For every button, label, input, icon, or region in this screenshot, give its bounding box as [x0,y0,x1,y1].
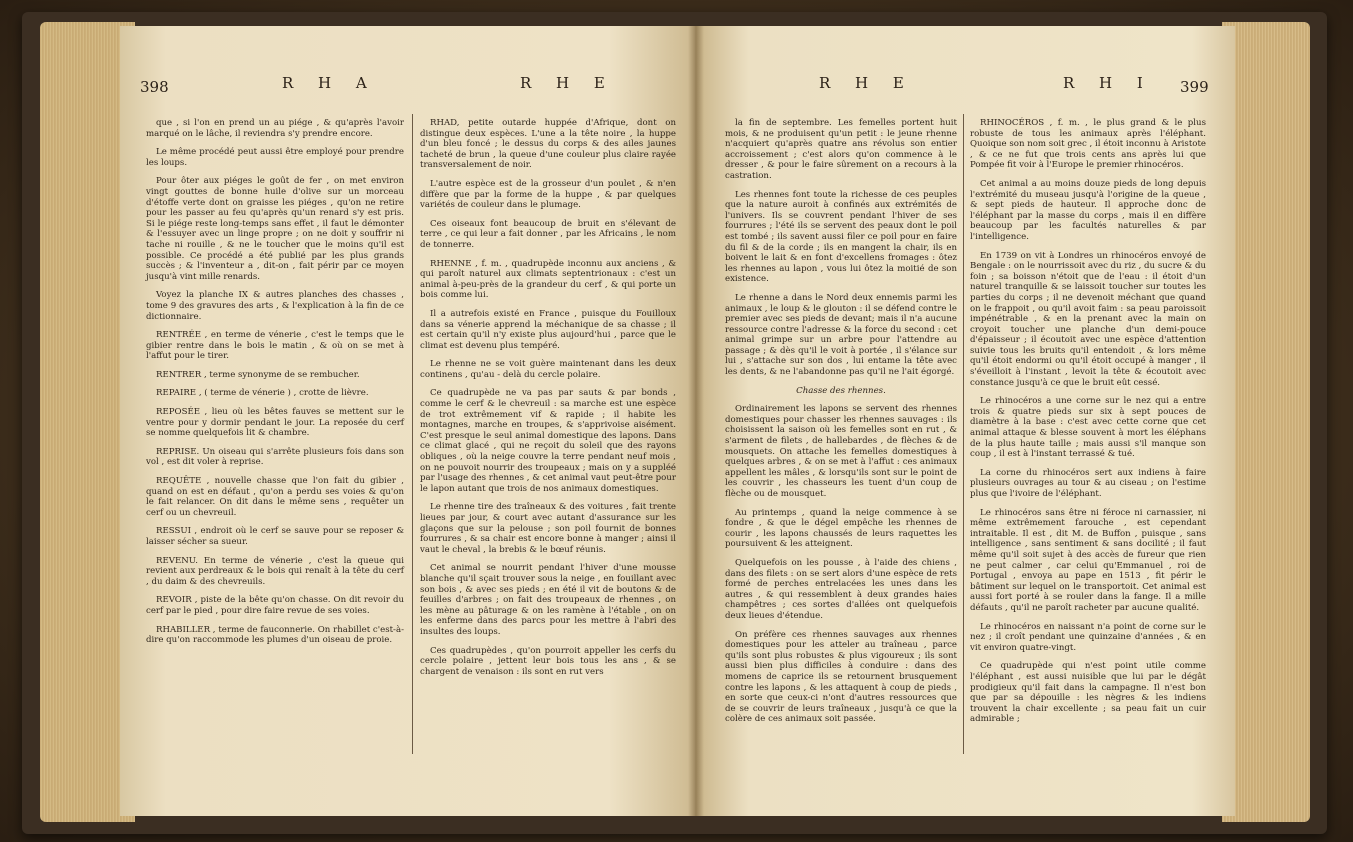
paragraph: Voyez la planche IX & autres planches des chasses , tome 9 des gravures des arts , & l'explication à la fin de ce dictionnaire. [146,290,404,322]
paragraph: Ce quadrupède qui n'est point utile comme l'éléphant , est aussi nuisible que lui par le dégât prodigieux qu'il fait dans la campagne. Il n'est bon que par sa dépouille : les nègres & les indiens trouvent la chair excellente ; sa peau fait un cuir admirable ; [970,661,1206,725]
paragraph: Le même procédé peut aussi être employé pour prendre les loups. [146,147,404,168]
paragraph: Ce quadrupède ne va pas par sauts & par bonds , comme le cerf & le chevreuil : sa marche est une espèce de trot extrêmement vif & rapide ; il habite les montagnes, marche en troupes, & s'apprivoise aisément. C'est presque le seul animal domestique des lapons. Dans ce climat glacé , qui ne reçoit du soleil que des rayons obliques , où la neige couvre la terre pendant neuf mois , on ne pouvoit nourrir des troupeaux ; mais on y a suppléé par l'usage des rhennes , & cet animal vaut peut-être pour le lapon autant que trois de nos animaux domestiques. [420,388,676,494]
paragraph: REVENU. En terme de vénerie , c'est la queue qui revient aux perdreaux & le bois qui renaît à la tête du cerf , du daim & des chevreuils. [146,555,404,587]
right-page-number: 399 [1180,78,1209,96]
paragraph: L'autre espèce est de la grosseur d'un poulet , & n'en diffère que par la forme de la huppe , & par quelques variétés de couleur dans le plumage. [420,178,676,211]
paragraph: REPRISE. Un oiseau qui s'arrête plusieurs fois dans son vol , est dit voler à reprise. [146,446,404,468]
paragraph: Cet animal se nourrit pendant l'hiver d'une mousse blanche qu'il sçait trouver sous la neige , en fouillant avec son bois , & avec ses pieds ; en été il vit de boutons & de feuilles d'arbres ; on fait des troupeaux de rhennes , on les mène au pâturage & on les ramène à l'étable , on on les enferme dans des parcs pour les mettre à l'abri des insultes des loups. [420,563,676,637]
paragraph: Ordinairement les lapons se servent des rhennes domestiques pour chasser les rhennes sauvages : ils choisissent la saison où les femelles sont en rut , & s'arment de filets , de hallebardes , de flèches & de mousquets. On attache les femelles domestiques à quelques arbres , & on se met à l'affut : ces animaux appellent les mâles , & lorsqu'ils sont sur le point de les couvrir , les chasseurs les tuent d'un coup de flèche ou de mousquet. [725,404,957,499]
paragraph: RHAD, petite outarde huppée d'Afrique, dont on distingue deux espèces. L'une a la tête noire , la huppe d'un bleu foncé ; le dessus du corps & des ailes jaunes tacheté de brun , la queue d'une couleur plus claire rayée transversalement de noir. [420,118,676,171]
paragraph: Les rhennes font toute la richesse de ces peuples que la nature auroit à confinés aux extrémités de l'univers. Ils se couvrent pendant l'hiver de ses fourrures ; l'été ils se servent des peaux dont le poil est tombé ; ils savent aussi filer ce poil pour en faire du fil & de la corde ; ils en mangent la chair, ils en boivent le lait & en font d'excellens fromages : ôtez les rhennes au lapon , vous lui ôtez la moitié de son existence. [725,189,957,285]
paragraph: En 1739 on vit à Londres un rhinocéros envoyé de Bengale : on le nourrissoit avec du riz , du sucre & du foin ; sa boisson n'étoit que de l'eau : il étoit d'un naturel tranquille & se laissoit toucher sur toutes les parties du corps ; il ne devenoit méchant que quand on le frappoit , ou qu'il avoit faim : sa peau paroissoit impénétrable , & en la prenant avec la main on croyoit toucher une planche d'un demi-pouce d'épaisseur ; il écoutoit avec une espèce d'attention suivie tous les bruits qu'il entendoit , & lors même qu'il étoit endormi ou qu'il étoit occupé à manger , il s'éveilloit à l'instant , levoit la tête & écoutoit avec constance jusqu'à ce que le bruit eût cessé. [970,250,1206,388]
paragraph: RHABILLER , terme de fauconnerie. On rhabillet c'est-à-dire qu'on raccommode les plumes d'un oiseau de proie. [146,624,404,646]
paragraph: Chasse des rhennes. [796,385,886,396]
paragraph: la fin de septembre. Les femelles portent huit mois, & ne produisent qu'un petit : le jeune rhenne n'acquiert qu'après quatre ans révolus son entier accroissement ; c'est alors qu'on commence à le dresser , & pour le faire sûrement on a recours à la castration. [725,118,957,181]
paragraph: REPOSÉE , lieu où les bêtes fauves se mettent sur le ventre pour y dormir pendant le jour. La reposée du cerf se nomme quelquefois lit & chambre. [146,407,404,439]
paragraph: Au printemps , quand la neige commence à se fondre , & que le dégel empêche les rhennes de courir , les lapons chaussés de leurs raquettes les poursuivent & les atteignent. [725,507,957,550]
paragraph: Le rhenne a dans le Nord deux ennemis parmi les animaux , le loup & le glouton : il se défend contre le premier avec ses pieds de devant; mais il n'a aucune ressource contre l'adresse & la force du second : cet animal grimpe sur un arbre pour l'attendre au passage ; & dès qu'il le voit à portée , il s'élance sur lui , s'attache sur son dos , lui entame la tête avec les dents, & ne l'abandonne pas qu'il ne l'ait égorgé. [725,292,957,378]
left-header-right: R H E [520,74,615,92]
page-edges-right [1222,22,1310,822]
paragraph: On préfère ces rhennes sauvages aux rhennes domestiques pour les atteler au traîneau , parce qu'ils sont plus robustes & plus vigoureux ; ils sont aussi bien plus difficiles à conduire : dans des momens de caprice ils se retournent brusquement contre les lapons , & les attaquent à coup de pieds , en sorte que ceux-ci n'ont d'autres ressources que de se couvrir de leurs traîneaux , jusqu'à ce que la colère de ces animaux soit passée. [725,629,957,725]
paragraph: Quelquefois on les pousse , à l'aide des chiens , dans des filets : on se sert alors d'une espèce de rets formé de perches entrelacées les unes dans les autres , & qui ressemblent à deux grandes haies champêtres ; ces sortes d'allées ont quelquefois deux lieues d'étendue. [725,557,957,621]
column-rule [412,114,413,754]
paragraph: Le rhenne ne se voit guère maintenant dans les deux continens , qu'au - delà du cercle polaire. [420,359,676,380]
paragraph: Cet animal a au moins douze pieds de long depuis l'extrémité du museau jusqu'à l'origine de la queue , & sept pieds de hauteur. Il approche donc de l'éléphant par la masse du corps , mais il en diffère beaucoup par les facultés naturelles & par l'intelligence. [970,178,1206,242]
left-page-number: 398 [140,78,169,96]
paragraph: Pour ôter aux piéges le goût de fer , on met environ vingt gouttes de bonne huile d'olive sur un morceau d'étoffe verte dont on graisse les piéges , qu'on ne retire pour les passer au feu qu'après qu'un renard s'y est pris. Si le piége reste long-temps sans effet , il faut le démonter & l'essuyer avec un linge propre ; on ne doit y souffrir ni tache ni rouille , & ne le toucher que le moins qu'il est possible. Ce procédé a été publié par les plus grands succès ; & l'inventeur a , dit-on , fait périr par ce moyen jusqu'à vint mille renards. [146,176,404,282]
right-column-2 [970,118,1206,733]
paragraph: RENTRÉE , en terme de vénerie , c'est le temps que le gibier rentre dans le bois le matin , & où on se met à l'affut pour le tirer. [146,330,404,362]
paragraph: Ces oiseaux font beaucoup de bruit en s'élevant de terre , ce qui leur a fait donner , par les Africains , le nom de tonnerre. [420,218,676,250]
right-page [695,26,1235,816]
book-gutter [688,26,704,816]
left-page [120,26,695,816]
left-column-1 [146,118,404,654]
paragraph: La corne du rhinocéros sert aux indiens à faire plusieurs ouvrages au tour & au ciseau ; on l'estime plus que l'ivoire de l'éléphant. [970,467,1206,499]
paragraph: RESSUI , endroit où le cerf se sauve pour se reposer & laisser sécher sa sueur. [146,526,404,547]
paragraph: Le rhenne tire des traîneaux & des voitures , fait trente lieues par jour, & court avec autant d'assurance sur les glaçons que sur la pelouse ; son poil fournit de bonnes fourrures , & sa chair est encore bonne à manger ; ainsi il vaut le cheval , la brebis & le bœuf réunis. [420,502,676,555]
paragraph: que , si l'on en prend un au piége , & qu'après l'avoir marqué on le lâche, il reviendra s'y prendre encore. [146,118,404,139]
paragraph: REPAIRE , ( terme de vénerie ) , crotte de lièvre. [156,388,369,399]
paragraph: Il a autrefois existé en France , puisque du Fouilloux dans sa vénerie apprend la méchanique de sa chasse ; il est certain qu'il n'y existe plus aujourd'hui , parce que le climat est devenu plus tempéré. [420,308,676,351]
column-rule [963,114,964,754]
paragraph: RENTRER , terme synonyme de se rembucher. [156,369,360,380]
paragraph: Le rhinocéros a une corne sur le nez qui a entre trois & quatre pieds sur six à sept pouces de diamètre à la base : c'est avec cette corne que cet animal attaque & blesse souvent à mort les éléphans de la plus haute taille ; mais aussi s'il manque son coup , il est à l'instant terrassé & tué. [970,396,1206,460]
left-column-2 [420,118,676,685]
paragraph: REQUÊTE , nouvelle chasse que l'on fait du gibier , quand on est en défaut , qu'on a perdu ses voies & qu'on le fait relancer. On dit dans le même sens , requêter un cerf ou un chevreuil. [146,476,404,518]
right-column-1 [725,118,957,733]
paragraph: RHINOCÉROS , f. m. , le plus grand & le plus robuste de tous les animaux après l'éléphant. Quoique son nom soit grec , il étoit inconnu à Aristote , & ce ne fut que trois cents ans après lui que Pompée fit voir à l'Europe le premier rhinocéros. [970,118,1206,171]
paragraph: REVOIR , piste de la bête qu'on chasse. On dit revoir du cerf par le pied , pour dire faire revue de ses voies. [146,595,404,616]
right-header-left: R H E [819,74,914,92]
right-header-right: R H I [1063,74,1153,92]
paragraph: Ces quadrupèdes , qu'on pourroit appeller les cerfs du cercle polaire , jettent leur bois tous les ans , & se chargent de venaison : ils sont en rut vers [420,645,676,677]
paragraph: RHENNE , f. m. , quadrupède inconnu aux anciens , & qui paroît naturel aux climats septentrionaux : c'est un animal à-peu-près de la grandeur du cerf , & qui porte un bois comme lui. [420,258,676,301]
paragraph: Le rhinocéros sans être ni féroce ni carnassier, ni même extrêmement farouche , est cependant intraitable. Il est , dit M. de Buffon , puisque , sans intelligence , sans sentiment & sans docilité ; il faut même qu'il soit sujet à des accès de fureur que rien ne peut calmer , car celui qu'Emmanuel , roi de Portugal , envoya au pape en 1513 , fit périr le bâtiment sur lequel on le transportoit. Cet animal est aussi fort porté à se rouler dans la fange. Il a mille défauts , qu'il ne paroît racheter par aucune qualité. [970,507,1206,613]
paragraph: Le rhinocéros en naissant n'a point de corne sur le nez ; il croît pendant une quinzaine d'années , & en vit environ quatre-vingt. [970,621,1206,653]
left-header-left: R H A [282,74,377,92]
